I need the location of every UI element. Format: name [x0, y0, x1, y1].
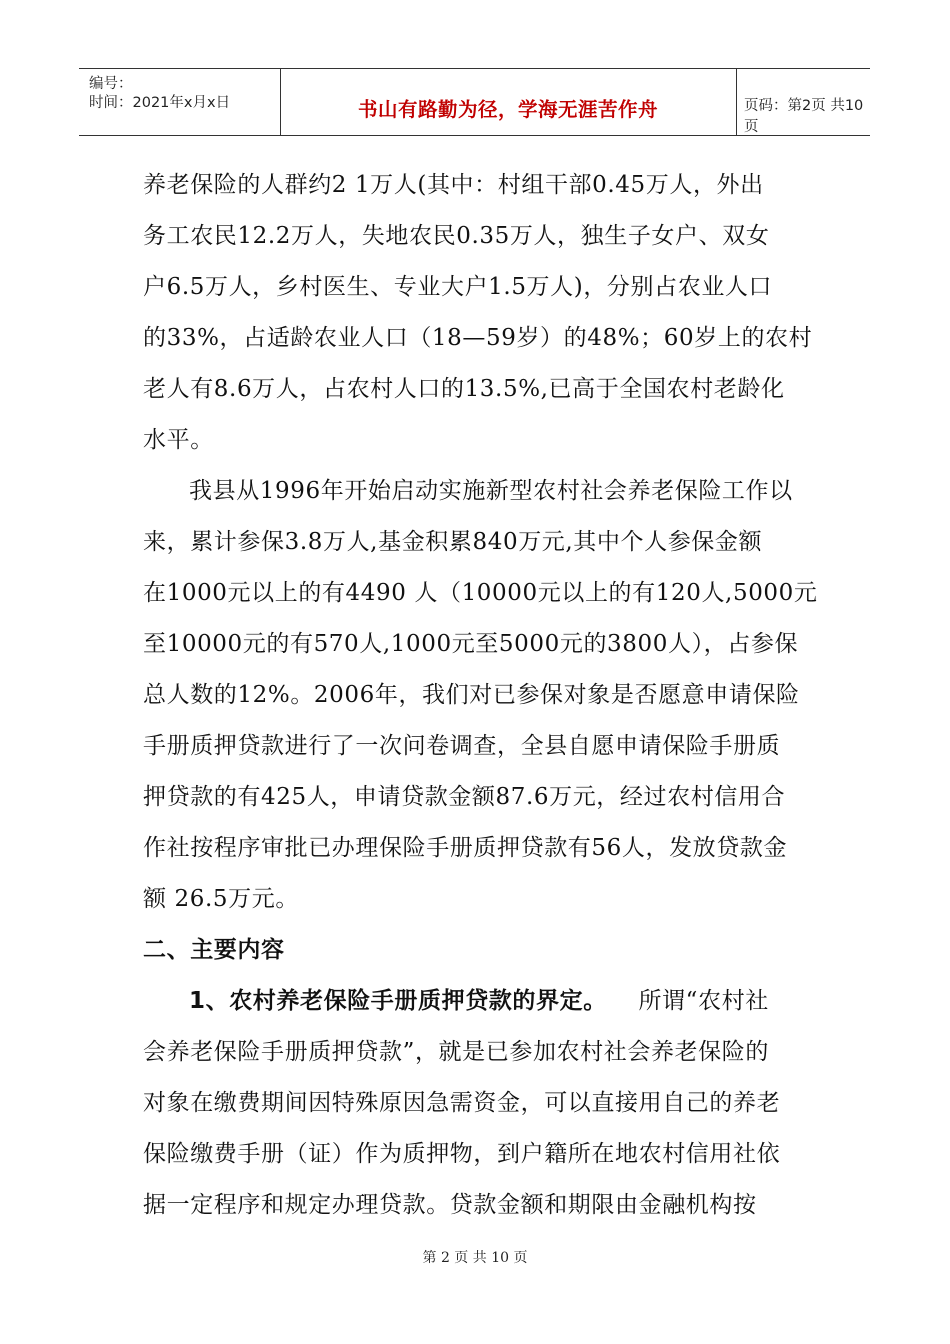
text-line: 作社按程序审批已办理保险手册质押贷款有56人，发放贷款金 [143, 835, 788, 861]
text-line: 保险缴费手册（证）作为质押物，到户籍所在地农村信用社依 [143, 1141, 781, 1167]
text-line: 额 26.5万元。 [143, 886, 299, 912]
header-page-number: 页码：第2页 共10页 [744, 98, 864, 135]
text-line: 至10000元的有570人,1000元至5000元的3800人），占参保 [143, 631, 799, 657]
page-footer: 第 2 页 共 10 页 [422, 1250, 528, 1266]
paragraph-history [143, 466, 818, 925]
text-line: 务工农民12.2万人，失地农民0.35万人，独生子女户、双女 [143, 223, 770, 249]
section-heading: 二、主要内容 [143, 937, 285, 963]
text-line: 押贷款的有425人，申请贷款金额87.6万元，经过农村信用合 [143, 784, 786, 810]
document-number-label: 编号： [89, 76, 133, 92]
header-meta-cell [79, 69, 281, 135]
text-line: 在1000元以上的有4490 人（10000元以上的有120人,5000元 [143, 580, 818, 606]
text-line: 会养老保险手册质押贷款”，就是已参加农村社会养老保险的 [143, 1039, 769, 1065]
text-line: 手册质押贷款进行了一次问卷调查，全县自愿申请保险手册质 [143, 733, 781, 759]
text-line: 总人数的12%。2006年，我们对已参保对象是否愿意申请保险 [143, 682, 800, 708]
header-motto: 书山有路勤为径，学海无涯苦作舟 [357, 98, 658, 121]
text-line [143, 976, 807, 1027]
paragraph-population [143, 160, 813, 466]
text-line: 对象在缴费期间因特殊原因急需资金，可以直接用自己的养老 [143, 1090, 781, 1116]
text-line: 据一定程序和规定办理贷款。贷款金额和期限由金融机构按 [143, 1192, 757, 1218]
text-line: 的33%，占适龄农业人口（18—59岁）的48%；60岁上的农村 [143, 325, 813, 351]
text-line: 我县从1996年开始启动实施新型农村社会养老保险工作以 [189, 478, 793, 504]
page-header [79, 68, 870, 136]
document-body [143, 160, 818, 1231]
definition-lead-rest: 所谓“农村社 [606, 988, 769, 1014]
text-line: 养老保险的人群约2 1万人(其中：村组干部0.45万人，外出 [143, 172, 764, 198]
text-line: 水平。 [143, 427, 214, 453]
paragraph-definition [143, 976, 807, 1231]
text-line: 来，累计参保3.8万人,基金积累840万元,其中个人参保金额 [143, 529, 763, 555]
text-line: 户6.5万人，乡村医生、专业大户1.5万人)，分别占农业人口 [143, 274, 773, 300]
document-date-label: 时间：2021年x月x日 [89, 95, 231, 111]
header-motto-cell [280, 69, 737, 135]
definition-lead: 1、农村养老保险手册质押贷款的界定。 [189, 988, 607, 1014]
header-page-cell [736, 69, 870, 135]
text-line: 老人有8.6万人，占农村人口的13.5%,已高于全国农村老龄化 [143, 376, 785, 402]
